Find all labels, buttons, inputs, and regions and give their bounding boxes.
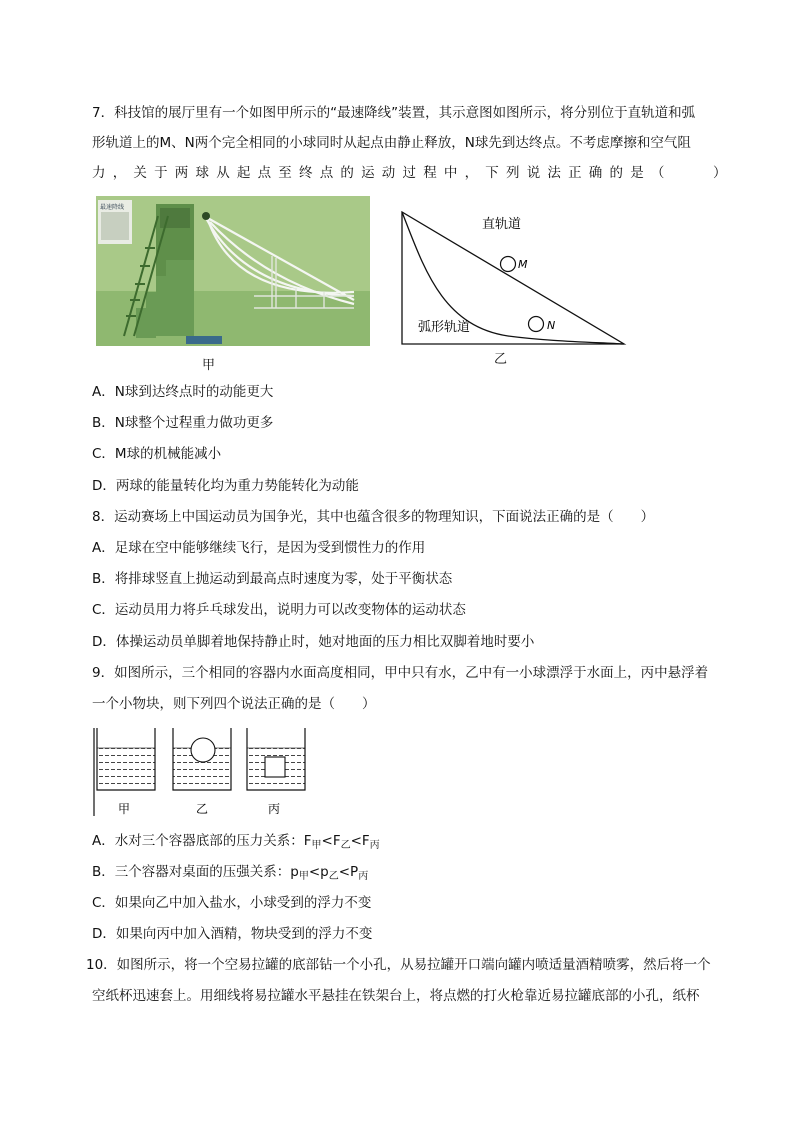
q8-line1: 8．运动赛场上中国运动员为国争光，其中也蕴含很多的物理知识，下面说法正确的是（ ） <box>92 509 655 525</box>
diagram-label: 乙 <box>494 352 508 367</box>
q9-line2: 一个小物块，则下列四个说法正确的是（ ） <box>92 696 376 712</box>
q9-option-b: B．三个容器对桌面的压强关系：$p_甲<p_乙<P_丙$ <box>92 864 369 882</box>
q8-option-a: A．足球在空中能够继续飞行，是因为受到惯性力的作用 <box>92 540 426 556</box>
q7-option-c: C．M球的机械能减小 <box>92 446 222 462</box>
q9-option-d: D．如果向丙中加入酒精，物块受到的浮力不变 <box>92 926 373 942</box>
straight-track-label: 直轨道 <box>482 217 522 232</box>
photo-label: 甲 <box>202 358 216 373</box>
q9-line1: 9．如图所示，三个相同的容器内水面高度相同，甲中只有水，乙中有一小球漂浮于水面上，丙中悬浮着 <box>92 665 709 681</box>
curved-track-label: 弧形轨道 <box>418 320 471 335</box>
container-label-yi: 乙 <box>196 802 209 816</box>
track-diagram <box>396 206 632 352</box>
q7-option-d: D．两球的能量转化均为重力势能转化为动能 <box>92 478 359 494</box>
q7-line3: 力，关于两球从起点至终点的运动过程中，下列说法正确的是（ ） <box>92 165 734 181</box>
q9-option-c: C．如果向乙中加入盐水，小球受到的浮力不变 <box>92 895 372 911</box>
q9-option-a: A．水对三个容器底部的压力关系：$F_甲<F_乙<F_丙$ <box>92 833 380 851</box>
fastest-descent-photo <box>96 196 370 346</box>
container-label-jia: 甲 <box>118 802 131 816</box>
photo-sign-text: 最速降线 <box>100 204 125 211</box>
q7-option-b: B．N球整个过程重力做功更多 <box>92 415 274 431</box>
container-label-bing: 丙 <box>268 802 281 816</box>
ball-m-label: M <box>518 258 528 271</box>
q7-line2: 形轨道上的M、N两个完全相同的小球同时从起点由静止释放，N球先到达终点。不考虑摩擦和空气阻 <box>92 135 691 151</box>
q7-line1: 7．科技馆的展厅里有一个如图甲所示的“最速降线”装置，其示意图如图所示，将分别位于直轨道和弧 <box>92 105 696 121</box>
q7-option-a: A．N球到达终点时的动能更大 <box>92 384 274 400</box>
containers-diagram <box>92 724 308 820</box>
q10-line1: 10．如图所示，将一个空易拉罐的底部钻一个小孔，从易拉罐开口端向罐内喷适量酒精喷雾，然后将一个 <box>86 957 711 973</box>
ball-n-label: N <box>547 319 556 332</box>
q8-option-d: D．体操运动员单脚着地保持静止时，她对地面的压力相比双脚着地时要小 <box>92 634 535 650</box>
q8-option-b: B．将排球竖直上抛运动到最高点时速度为零，处于平衡状态 <box>92 571 453 587</box>
q10-line2: 空纸杯迅速套上。用细线将易拉罐水平悬挂在铁架台上，将点燃的打火枪靠近易拉罐底部的小孔，纸杯 <box>92 988 700 1004</box>
q8-option-c: C．运动员用力将乒乓球发出，说明力可以改变物体的运动状态 <box>92 602 466 618</box>
